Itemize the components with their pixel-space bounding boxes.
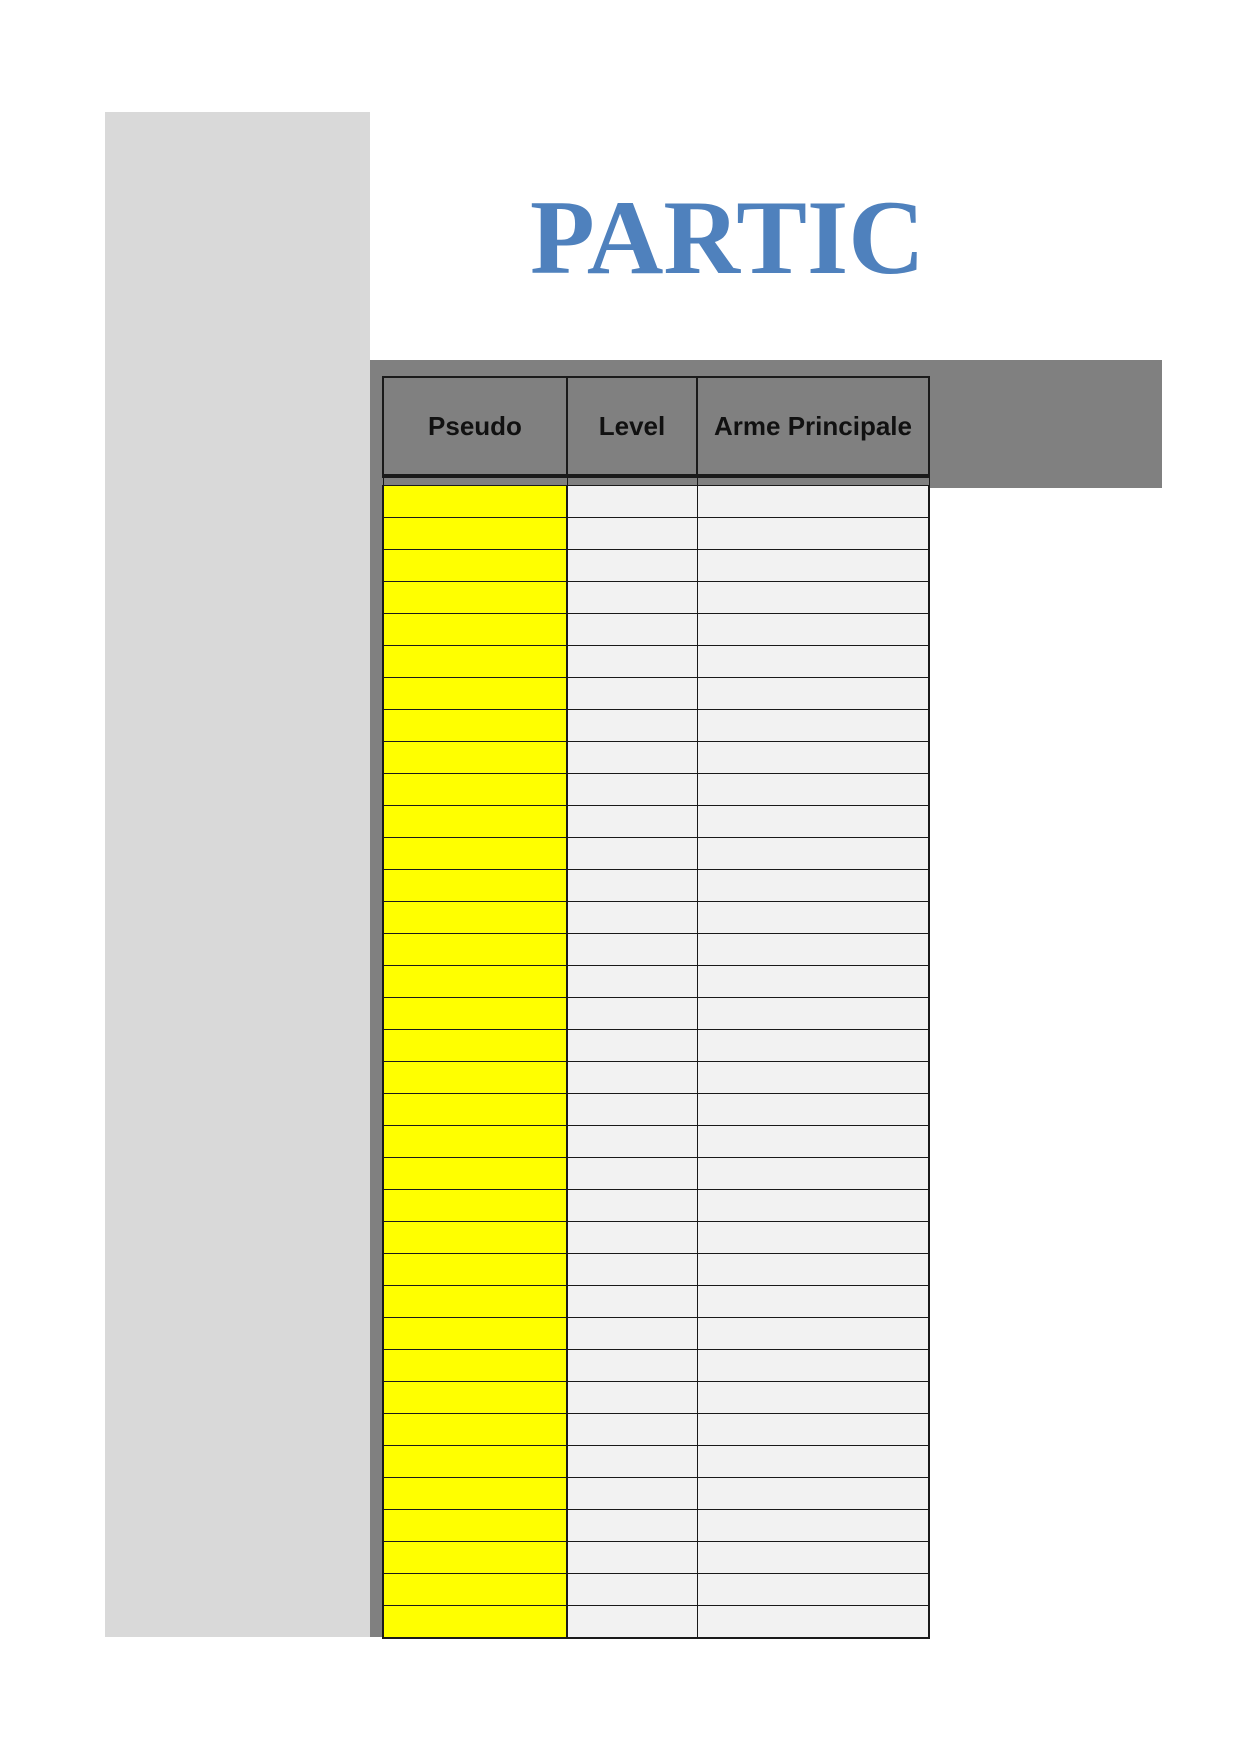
cell-level[interactable] bbox=[567, 774, 697, 806]
table-row bbox=[383, 1382, 929, 1414]
cell-level[interactable] bbox=[567, 998, 697, 1030]
column-header-pseudo: Pseudo bbox=[383, 377, 567, 476]
cell-arme[interactable] bbox=[697, 966, 929, 998]
cell-pseudo[interactable] bbox=[383, 1126, 567, 1158]
cell-pseudo[interactable] bbox=[383, 1478, 567, 1510]
cell-pseudo[interactable] bbox=[383, 1062, 567, 1094]
cell-level[interactable] bbox=[567, 582, 697, 614]
cell-level[interactable] bbox=[567, 1254, 697, 1286]
table-row bbox=[383, 582, 929, 614]
cell-pseudo[interactable] bbox=[383, 678, 567, 710]
cell-arme[interactable] bbox=[697, 1510, 929, 1542]
cell-pseudo[interactable] bbox=[383, 774, 567, 806]
side-panel bbox=[105, 112, 370, 1637]
cell-arme[interactable] bbox=[697, 1222, 929, 1254]
cell-level[interactable] bbox=[567, 1478, 697, 1510]
table-row bbox=[383, 1254, 929, 1286]
cell-pseudo[interactable] bbox=[383, 742, 567, 774]
table-row bbox=[383, 1222, 929, 1254]
cell-arme[interactable] bbox=[697, 934, 929, 966]
cell-level[interactable] bbox=[567, 710, 697, 742]
cell-level[interactable] bbox=[567, 1094, 697, 1126]
cell-level[interactable] bbox=[567, 1446, 697, 1478]
cell-arme[interactable] bbox=[697, 582, 929, 614]
cell-arme[interactable] bbox=[697, 678, 929, 710]
cell-level[interactable] bbox=[567, 1350, 697, 1382]
cell-pseudo[interactable] bbox=[383, 1382, 567, 1414]
table-row bbox=[383, 1542, 929, 1574]
cell-level[interactable] bbox=[567, 486, 697, 518]
table-row bbox=[383, 1574, 929, 1606]
table-row bbox=[383, 1158, 929, 1190]
cell-level[interactable] bbox=[567, 1158, 697, 1190]
cell-arme[interactable] bbox=[697, 486, 929, 518]
cell-level[interactable] bbox=[567, 1414, 697, 1446]
cell-pseudo[interactable] bbox=[383, 1510, 567, 1542]
table-row bbox=[383, 678, 929, 710]
cell-arme[interactable] bbox=[697, 1286, 929, 1318]
cell-pseudo[interactable] bbox=[383, 518, 567, 550]
cell-arme[interactable] bbox=[697, 1190, 929, 1222]
cell-level[interactable] bbox=[567, 902, 697, 934]
column-header-arme-principale: Arme Principale bbox=[697, 377, 929, 476]
cell-arme[interactable] bbox=[697, 1446, 929, 1478]
cell-arme[interactable] bbox=[697, 1382, 929, 1414]
cell-arme[interactable] bbox=[697, 1478, 929, 1510]
cell-level[interactable] bbox=[567, 1510, 697, 1542]
cell-level[interactable] bbox=[567, 870, 697, 902]
cell-pseudo[interactable] bbox=[383, 1446, 567, 1478]
cell-arme[interactable] bbox=[697, 774, 929, 806]
table-row bbox=[383, 1190, 929, 1222]
cell-arme[interactable] bbox=[697, 902, 929, 934]
cell-arme[interactable] bbox=[697, 1606, 929, 1639]
cell-arme[interactable] bbox=[697, 1350, 929, 1382]
cell-arme[interactable] bbox=[697, 614, 929, 646]
cell-arme[interactable] bbox=[697, 1062, 929, 1094]
table-row bbox=[383, 998, 929, 1030]
cell-level[interactable] bbox=[567, 1382, 697, 1414]
cell-arme[interactable] bbox=[697, 1318, 929, 1350]
cell-arme[interactable] bbox=[697, 1254, 929, 1286]
table-row bbox=[383, 646, 929, 678]
table-row bbox=[383, 518, 929, 550]
cell-pseudo[interactable] bbox=[383, 902, 567, 934]
cell-arme[interactable] bbox=[697, 550, 929, 582]
cell-pseudo[interactable] bbox=[383, 1094, 567, 1126]
cell-arme[interactable] bbox=[697, 518, 929, 550]
cell-level[interactable] bbox=[567, 1574, 697, 1606]
cell-arme[interactable] bbox=[697, 710, 929, 742]
cell-level[interactable] bbox=[567, 1030, 697, 1062]
spacer-cell bbox=[383, 476, 567, 486]
cell-pseudo[interactable] bbox=[383, 870, 567, 902]
cell-pseudo[interactable] bbox=[383, 614, 567, 646]
cell-level[interactable] bbox=[567, 934, 697, 966]
cell-arme[interactable] bbox=[697, 838, 929, 870]
cell-level[interactable] bbox=[567, 966, 697, 998]
table-row bbox=[383, 1126, 929, 1158]
cell-pseudo[interactable] bbox=[383, 1190, 567, 1222]
table-row bbox=[383, 550, 929, 582]
table-row bbox=[383, 774, 929, 806]
cell-pseudo[interactable] bbox=[383, 1606, 567, 1639]
table-body bbox=[383, 476, 929, 1638]
table-row bbox=[383, 1318, 929, 1350]
cell-pseudo[interactable] bbox=[383, 934, 567, 966]
cell-level[interactable] bbox=[567, 1062, 697, 1094]
cell-level[interactable] bbox=[567, 678, 697, 710]
table-row bbox=[383, 1478, 929, 1510]
cell-level[interactable] bbox=[567, 1286, 697, 1318]
cell-pseudo[interactable] bbox=[383, 550, 567, 582]
table-row bbox=[383, 1510, 929, 1542]
table-row bbox=[383, 902, 929, 934]
table-row bbox=[383, 614, 929, 646]
cell-level[interactable] bbox=[567, 806, 697, 838]
participants-table bbox=[382, 376, 930, 1639]
cell-arme[interactable] bbox=[697, 870, 929, 902]
table-row bbox=[383, 486, 929, 518]
table-row bbox=[383, 1062, 929, 1094]
cell-pseudo[interactable] bbox=[383, 1350, 567, 1382]
cell-level[interactable] bbox=[567, 518, 697, 550]
cell-pseudo[interactable] bbox=[383, 1574, 567, 1606]
cell-pseudo[interactable] bbox=[383, 1414, 567, 1446]
cell-arme[interactable] bbox=[697, 1126, 929, 1158]
cell-level[interactable] bbox=[567, 1542, 697, 1574]
table-row bbox=[383, 1286, 929, 1318]
cell-pseudo[interactable] bbox=[383, 1158, 567, 1190]
cell-level[interactable] bbox=[567, 1318, 697, 1350]
table-row bbox=[383, 1030, 929, 1062]
table-row bbox=[383, 838, 929, 870]
cell-pseudo[interactable] bbox=[383, 1542, 567, 1574]
cell-level[interactable] bbox=[567, 838, 697, 870]
cell-arme[interactable] bbox=[697, 646, 929, 678]
cell-arme[interactable] bbox=[697, 1030, 929, 1062]
table-row bbox=[383, 1446, 929, 1478]
table-row bbox=[383, 1094, 929, 1126]
cell-level[interactable] bbox=[567, 614, 697, 646]
cell-pseudo[interactable] bbox=[383, 1286, 567, 1318]
cell-arme[interactable] bbox=[697, 1158, 929, 1190]
cell-level[interactable] bbox=[567, 1126, 697, 1158]
cell-pseudo[interactable] bbox=[383, 1030, 567, 1062]
column-header-level: Level bbox=[567, 377, 697, 476]
cell-pseudo[interactable] bbox=[383, 646, 567, 678]
cell-pseudo[interactable] bbox=[383, 806, 567, 838]
cell-arme[interactable] bbox=[697, 1542, 929, 1574]
cell-pseudo[interactable] bbox=[383, 966, 567, 998]
cell-level[interactable] bbox=[567, 1190, 697, 1222]
page-title: PARTIC bbox=[530, 179, 925, 296]
cell-level[interactable] bbox=[567, 646, 697, 678]
table-row bbox=[383, 742, 929, 774]
cell-pseudo[interactable] bbox=[383, 710, 567, 742]
cell-level[interactable] bbox=[567, 550, 697, 582]
cell-arme[interactable] bbox=[697, 806, 929, 838]
cell-level[interactable] bbox=[567, 1222, 697, 1254]
cell-arme[interactable] bbox=[697, 998, 929, 1030]
cell-pseudo[interactable] bbox=[383, 1222, 567, 1254]
table-spacer-row bbox=[383, 476, 929, 486]
table-row bbox=[383, 1350, 929, 1382]
cell-level[interactable] bbox=[567, 1606, 697, 1639]
cell-arme[interactable] bbox=[697, 1574, 929, 1606]
table-row bbox=[383, 870, 929, 902]
table-header-row bbox=[383, 377, 929, 476]
cell-pseudo[interactable] bbox=[383, 838, 567, 870]
cell-level[interactable] bbox=[567, 742, 697, 774]
spacer-cell bbox=[697, 476, 929, 486]
cell-pseudo[interactable] bbox=[383, 998, 567, 1030]
table-row bbox=[383, 934, 929, 966]
table-row bbox=[383, 1414, 929, 1446]
cell-arme[interactable] bbox=[697, 1414, 929, 1446]
cell-arme[interactable] bbox=[697, 742, 929, 774]
spacer-cell bbox=[567, 476, 697, 486]
table-row bbox=[383, 806, 929, 838]
cell-pseudo[interactable] bbox=[383, 1318, 567, 1350]
table-row bbox=[383, 710, 929, 742]
table-row bbox=[383, 966, 929, 998]
table-row bbox=[383, 1606, 929, 1639]
cell-pseudo[interactable] bbox=[383, 582, 567, 614]
cell-arme[interactable] bbox=[697, 1094, 929, 1126]
cell-pseudo[interactable] bbox=[383, 1254, 567, 1286]
cell-pseudo[interactable] bbox=[383, 486, 567, 518]
